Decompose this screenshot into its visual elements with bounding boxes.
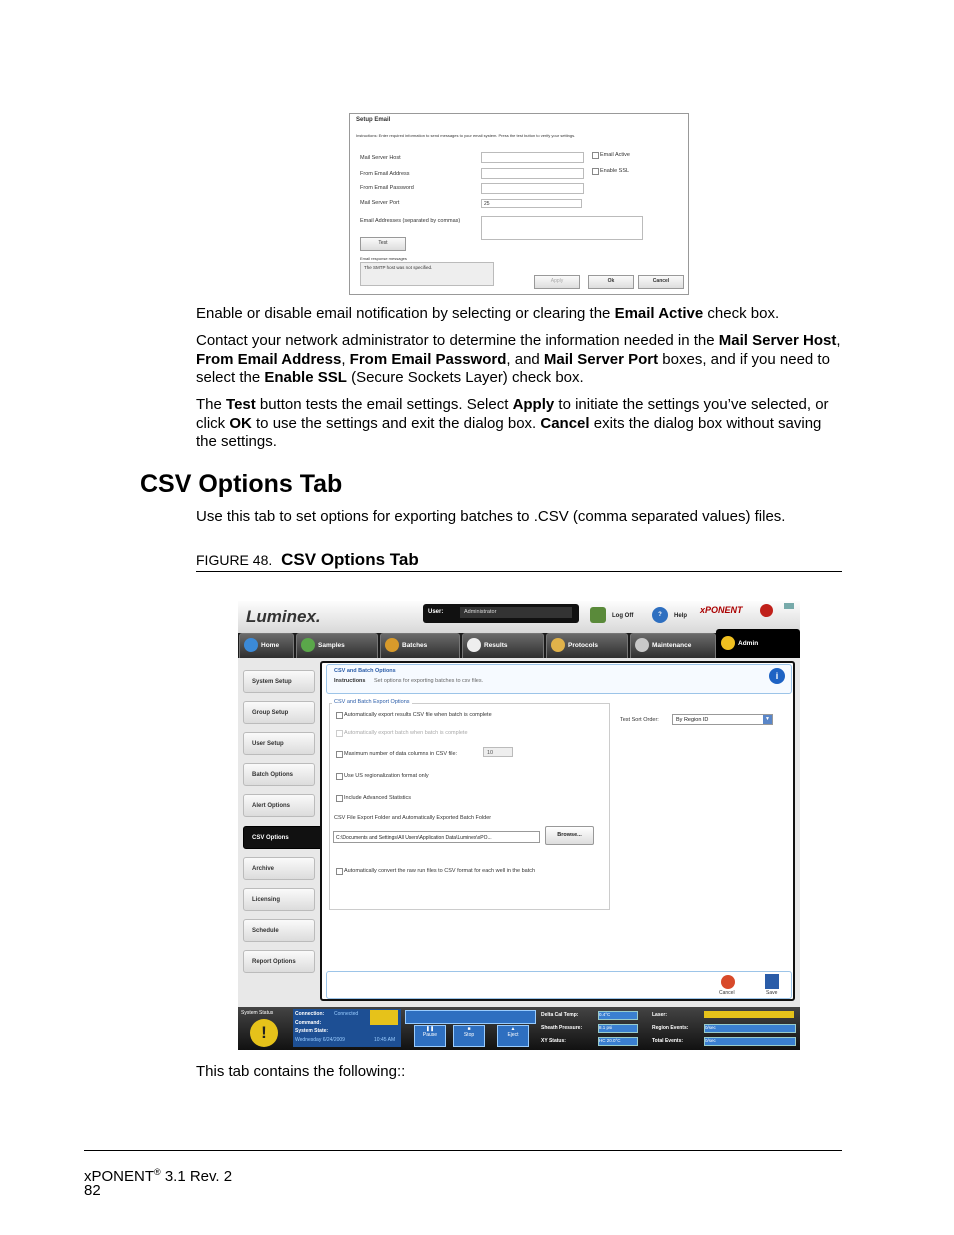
- bold-term: Mail Server Host: [718, 332, 837, 349]
- export-folder-input[interactable]: C:\Documents and Settings\All Users\Application Data\Luminex\xPO...: [333, 831, 540, 843]
- tab-home[interactable]: [239, 633, 294, 659]
- sort-order-select[interactable]: [672, 714, 773, 725]
- export-folder-label: CSV File Export Folder and Automatically Exported Batch Folder: [334, 815, 492, 821]
- text: check box.: [703, 305, 780, 322]
- dialog-title: Setup Email: [356, 117, 391, 123]
- total-events-label: Total Events:: [652, 1038, 684, 1044]
- apply-button[interactable]: Apply: [534, 275, 580, 289]
- help-icon[interactable]: ?: [652, 607, 668, 623]
- status-indicator: [370, 1010, 398, 1025]
- logoff-icon[interactable]: [590, 607, 606, 623]
- stop-button[interactable]: [453, 1025, 485, 1047]
- progress-bar: [405, 1010, 536, 1024]
- sidebar-item-batch-options[interactable]: Batch Options: [243, 763, 315, 786]
- user-value: Administrator: [460, 607, 572, 618]
- laser-label: Laser:: [652, 1012, 668, 1018]
- tab-label: Admin: [738, 640, 759, 647]
- user-label: User:: [428, 609, 444, 615]
- delta-cal-temp-label: Delta Cal Temp:: [541, 1012, 579, 1018]
- time-value: 10:45 AM: [374, 1037, 396, 1043]
- text: to use the settings and exit the dialog box.: [251, 414, 541, 432]
- connection-value: Connected: [334, 1011, 359, 1017]
- auto-export-csv-label: Automatically export results CSV file when batch is complete: [344, 712, 492, 718]
- figure-label: FIGURE 48.: [196, 552, 273, 568]
- system-status-label: System Status: [241, 1010, 274, 1016]
- tab-admin[interactable]: [716, 629, 800, 659]
- email-active-checkbox[interactable]: [592, 152, 599, 159]
- tab-protocols[interactable]: [546, 633, 628, 659]
- tab-label: Results: [484, 642, 508, 649]
- connection-label: Connection:: [295, 1011, 325, 1017]
- ok-button[interactable]: Ok: [588, 275, 634, 289]
- tab-label: Batches: [402, 642, 428, 649]
- system-state-label: System State:: [295, 1028, 329, 1034]
- help-link[interactable]: Help: [674, 613, 688, 619]
- results-icon: [467, 638, 481, 652]
- total-events-value: 0/sec: [704, 1037, 796, 1046]
- label-mail-server-host: Mail Server Host: [360, 155, 401, 161]
- paragraph-email-active: [196, 305, 846, 324]
- mail-server-host-input[interactable]: [481, 152, 584, 163]
- max-columns-checkbox[interactable]: [336, 751, 343, 758]
- bold-term: Mail Server Port: [543, 350, 659, 368]
- region-events-label: Region Events:: [652, 1025, 689, 1031]
- tab-maintenance[interactable]: [630, 633, 716, 659]
- from-email-password-input[interactable]: [481, 183, 584, 194]
- sheath-pressure-label: Sheath Pressure:: [541, 1025, 583, 1031]
- panel-title: CSV and Batch Options: [334, 668, 396, 674]
- sidebar-item-archive[interactable]: Archive: [243, 857, 315, 880]
- sidebar-item-group-setup[interactable]: Group Setup: [243, 701, 315, 724]
- product-name: xPONENT: [84, 1168, 155, 1185]
- logoff-link[interactable]: Log Off: [612, 613, 634, 619]
- us-format-label: Use US regionalization format only: [344, 773, 429, 779]
- stop-icon: ■: [467, 1026, 471, 1032]
- email-response-messages: The SMTP host was not specified.: [360, 262, 494, 286]
- text: ,: [341, 350, 350, 368]
- admin-icon: [721, 636, 735, 650]
- bold-term: Apply: [512, 396, 555, 413]
- figure-rule: [196, 571, 842, 572]
- text: , and: [506, 350, 544, 368]
- sort-order-value: By Region ID: [676, 717, 709, 723]
- email-active-label: Email Active: [600, 152, 630, 158]
- sidebar-item-alert-options[interactable]: Alert Options: [243, 794, 315, 817]
- info-icon[interactable]: i: [769, 668, 785, 684]
- warning-icon[interactable]: !: [250, 1019, 278, 1047]
- chevron-down-icon: ▼: [763, 715, 772, 724]
- from-email-address-input[interactable]: [481, 168, 584, 179]
- save-icon[interactable]: [765, 974, 779, 989]
- max-columns-input[interactable]: 10: [483, 747, 513, 757]
- revision: 3.1 Rev. 2: [160, 1168, 233, 1185]
- region-events-value: 0/sec: [704, 1024, 796, 1033]
- registered-mark: ®: [154, 1167, 161, 1177]
- text: Enable or disable email notification by selecting or clearing the: [196, 305, 615, 322]
- email-addresses-input[interactable]: [481, 216, 643, 240]
- tab-label: Maintenance: [652, 642, 692, 649]
- label-mail-server-port: Mail Server Port: [360, 200, 400, 206]
- instructions-text: Set options for exporting batches to csv files.: [374, 678, 484, 684]
- text: boxes, and if you need to select the: [196, 350, 830, 386]
- auto-export-batch-checkbox[interactable]: [336, 730, 343, 737]
- tab-label: Samples: [318, 642, 345, 649]
- instructions-label: Instructions: [334, 678, 366, 684]
- text: (Secure Sockets Layer) check box.: [346, 369, 584, 386]
- home-icon: [244, 638, 258, 652]
- text: Contact your network administrator to determine the information needed in the: [196, 332, 719, 349]
- text: The: [196, 396, 227, 413]
- cancel-icon[interactable]: [721, 975, 735, 989]
- paragraph-test-button: [196, 396, 846, 452]
- after-figure-text: This tab contains the following::: [196, 1063, 406, 1080]
- group-title: CSV and Batch Export Options: [334, 699, 410, 705]
- samples-icon: [301, 638, 315, 652]
- batches-icon: [385, 638, 399, 652]
- sidebar-item-report-options[interactable]: Report Options: [243, 950, 315, 973]
- brand-mark-icon: [760, 604, 773, 617]
- auto-export-csv-checkbox[interactable]: [336, 712, 343, 719]
- bold-term: Test: [226, 396, 256, 413]
- laser-indicator: [704, 1011, 794, 1018]
- convert-raw-label: Automatically convert the raw run files to CSV format for each well in the batch: [344, 868, 536, 874]
- bold-term: Cancel: [540, 414, 590, 432]
- bold-term: Email Active: [614, 305, 704, 322]
- maintenance-icon: [635, 638, 649, 652]
- brand-logo: xPONENT: [700, 605, 743, 615]
- sidebar-item-licensing[interactable]: Licensing: [243, 888, 315, 911]
- paragraph-network-admin: [196, 332, 846, 388]
- sheath-pressure-value: 8.1 psi: [598, 1024, 638, 1033]
- figure-title: CSV Options Tab: [281, 550, 419, 569]
- footer-rule: [84, 1150, 842, 1151]
- stop-label: Stop: [463, 1032, 475, 1038]
- label-from-email-address: From Email Address: [360, 171, 410, 177]
- text: exits the dialog box without saving the settings.: [196, 414, 822, 450]
- tab-label: Protocols: [568, 642, 598, 649]
- us-format-checkbox[interactable]: [336, 773, 343, 780]
- bold-term: From Email Address: [196, 350, 342, 368]
- sort-order-label: Test Sort Order:: [620, 717, 659, 723]
- max-columns-label: Maximum number of data columns in CSV file:: [344, 751, 458, 757]
- section-heading: CSV Options Tab: [140, 470, 343, 498]
- sidebar-item-user-setup[interactable]: User Setup: [243, 732, 315, 755]
- advanced-stats-label: Include Advanced Statistics: [344, 795, 411, 801]
- dialog-instructions: Instructions: Enter required information to send messages to your email system. Press the test button to verify your settings.: [356, 133, 576, 138]
- delta-cal-temp-value: 0.4°C: [598, 1011, 638, 1020]
- advanced-stats-checkbox[interactable]: [336, 795, 343, 802]
- pause-label: Pause: [422, 1032, 438, 1038]
- bold-term: Enable SSL: [264, 369, 347, 386]
- label-from-email-password: From Email Password: [360, 185, 414, 191]
- section-intro: Use this tab to set options for exporting batches to .CSV (comma separated values) files.: [196, 508, 786, 525]
- xy-status-value: HC 20.0°C: [598, 1037, 638, 1046]
- email-response-label: Email response messages: [360, 256, 407, 261]
- tab-samples[interactable]: [296, 633, 378, 659]
- tab-batches[interactable]: [380, 633, 460, 659]
- figure-caption: [196, 550, 419, 570]
- pause-button[interactable]: [414, 1025, 446, 1047]
- eject-icon: ▲: [510, 1026, 516, 1032]
- date-value: Wednesday 6/24/2009: [295, 1037, 345, 1043]
- browse-button[interactable]: Browse...: [545, 826, 594, 845]
- protocols-icon: [551, 638, 565, 652]
- cancel-label[interactable]: Cancel: [719, 990, 735, 996]
- convert-raw-checkbox[interactable]: [336, 868, 343, 875]
- text: button tests the email settings. Select: [255, 396, 513, 413]
- tab-label: Home: [261, 642, 280, 649]
- eject-button[interactable]: [497, 1025, 529, 1047]
- command-label: Command:: [295, 1020, 322, 1026]
- auto-export-batch-label: Automatically export batch when batch is complete: [344, 730, 468, 736]
- sidebar-item-system-setup[interactable]: System Setup: [243, 670, 315, 693]
- xy-status-label: XY Status:: [541, 1038, 566, 1044]
- page-number: 82: [84, 1182, 101, 1199]
- minimize-icon[interactable]: [784, 603, 794, 609]
- eject-label: Eject: [507, 1032, 519, 1038]
- text: to initiate the settings you’ve selected, or click: [196, 396, 829, 432]
- sidebar-item-schedule[interactable]: Schedule: [243, 919, 315, 942]
- test-button[interactable]: Test: [360, 237, 406, 251]
- label-email-addresses: Email Addresses (separated by commas): [360, 218, 461, 224]
- pause-icon: ❚❚: [425, 1026, 435, 1032]
- save-label[interactable]: Save: [766, 990, 778, 996]
- enable-ssl-label: Enable SSL: [600, 168, 630, 174]
- footer-product: [84, 1163, 232, 1187]
- bold-term: OK: [229, 414, 252, 432]
- setup-email-dialog: [349, 113, 689, 295]
- mail-server-port-input[interactable]: 25: [481, 199, 582, 208]
- bold-term: From Email Password: [349, 350, 507, 368]
- tab-results[interactable]: [462, 633, 544, 659]
- enable-ssl-checkbox[interactable]: [592, 168, 599, 175]
- cancel-button[interactable]: Cancel: [638, 275, 684, 289]
- app-screenshot: [238, 601, 800, 1050]
- app-logo: Luminex.: [246, 607, 321, 626]
- sidebar-item-csv-options[interactable]: CSV Options: [243, 826, 323, 849]
- text: ,: [836, 332, 841, 349]
